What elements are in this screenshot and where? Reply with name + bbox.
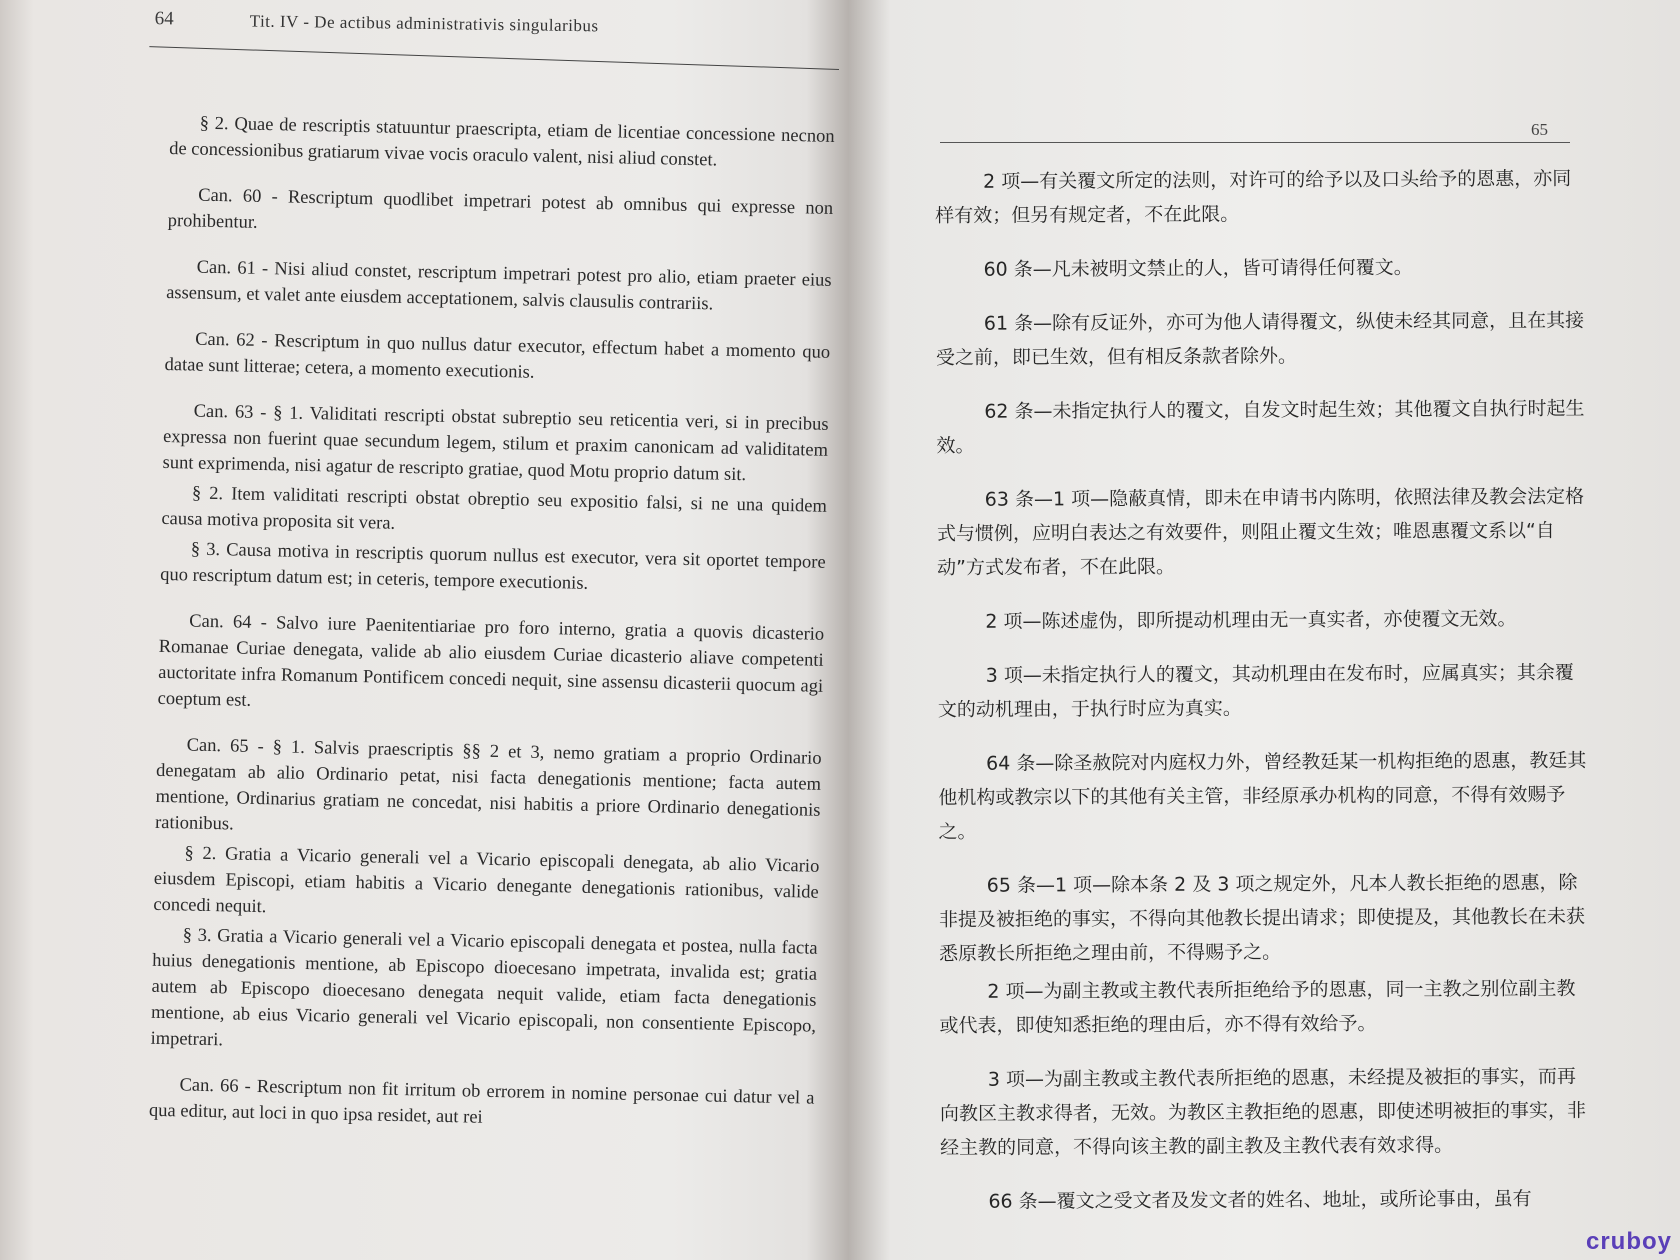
left-header-rule (149, 46, 839, 70)
latin-paragraph: § 2. Quae de rescriptis statuuntur praescripta, etiam de licentiae concessione necnon de concessionibus gratiarum vivae vocis oraculo valent, nisi aliud constet. (168, 113, 835, 171)
latin-paragraph: Can. 64 - Salvo iure Paenitentiariae pro foro interno, gratia a quovis dicasterio Romanae Curiae denegata, valide ab alio eiusdem Curiae dicasterio aliave competenti auctoritate infra Romanum Pontificem concedi nequit, sine assensu dicasterii quocum agi coeptum est. (157, 611, 825, 711)
chinese-paragraph: 61 条—除有反证外，亦可为他人请得覆文，纵使未经其同意，且在其接受之前，即已生效，但有相反条款者除外。 (935, 309, 1585, 369)
latin-paragraph: § 2. Gratia a Vicario generali vel a Vicario episcopali denegata, ab alio Vicario eiusdem Episcopi, etiam habitis a Vicario denegante denegationis rationibus, valide concedi nequit. (153, 843, 820, 918)
latin-paragraph: Can. 63 - § 1. Validitati rescripti obstat subreptio seu reticentia veri, si in precibus expressa non fuerint quae secundum legem, stilum et praxim canonicam ad validitatem sunt exprimenda, nisi agatur de rescripto gratiae, quod Motu proprio datum sit. (162, 401, 829, 486)
chinese-paragraph: 65 条—1 项—除本条 2 及 3 项之规定外，凡本人教长拒绝的恩惠，除非提及被拒绝的事实，不得向其他教长提出请求；即使提及，其他教长在未获悉原教长所拒绝之理由前，不得赐予之。 (938, 871, 1586, 965)
right-header-rule (940, 142, 1570, 143)
latin-paragraph: § 2. Item validitati rescripti obstat obreptio seu expositio falsi, si ne una quidem causa motiva proposita sit vera. (161, 483, 828, 534)
latin-paragraph: Can. 61 - Nisi aliud constet, rescriptum impetrari potest pro alio, etiam praeter eius assensum, et valet ante eiusdem acceptationem, salvis clausulis contrariis. (165, 257, 832, 315)
latin-paragraph: § 3. Gratia a Vicario generali vel a Vicario episcopali denegata et postea, nulla facta huius denegationis mentione, ab Episcopo dioecesano impetrata, invalida est; gratia autem ab Episcopo dioecesano denegata nequit valide, etiam facta denegationis mentione, ab eius Vicario generali vel Vicario episcopali, non consentiente Episcopo, impetrari. (150, 925, 818, 1051)
chinese-paragraph: 60 条—凡未被明文禁止的人，皆可请得任何覆文。 (983, 256, 1413, 281)
right-page-number: 65 (1531, 120, 1548, 139)
latin-paragraph: Can. 60 - Rescriptum quodlibet impetrari potest ab omnibus qui expresse non prohibentur. (167, 185, 834, 233)
chinese-paragraph: 64 条—除圣赦院对内庭权力外，曾经教廷某一机构拒绝的恩惠，教廷其他机构或教宗以下的其他有关主管，非经原承办机构的同意，不得有效赐予之。 (938, 749, 1587, 843)
chinese-paragraph: 62 条—未指定执行人的覆文，自发文时起生效；其他覆文自执行时起生效。 (936, 397, 1585, 457)
right-running-head (940, 120, 1570, 150)
left-page-number: 64 (154, 8, 174, 30)
chinese-paragraph: 2 项—陈述虚伪，即所提动机理由无一真实者，亦使覆文无效。 (985, 607, 1517, 633)
left-running-title: Tit. IV - De actibus administrativis singularibus (249, 11, 599, 36)
chinese-paragraph: 63 条—1 项—隐蔽真情，即未在申请书内陈明，依照法律及教会法定格式与惯例，应明白表达之有效要件，则阻止覆文生效；唯恩惠覆文系以“自动”方式发布者，不在此限。 (936, 485, 1585, 579)
chinese-text-column (935, 162, 1596, 1239)
left-running-head (0, 0, 1680, 36)
chinese-paragraph: 2 项—有关覆文所定的法则，对许可的给予以及口头给予的恩惠，亦同样有效；但另有规定者，不在此限。 (935, 167, 1572, 227)
latin-paragraph: Can. 62 - Rescriptum in quo nullus datur executor, effectum habet a momento quo datae sunt litterae; cetera, a momento executionis. (164, 329, 831, 383)
chinese-paragraph: 2 项—为副主教或主教代表所拒绝给予的恩惠，同一主教之别位副主教或代表，即使知悉拒绝的理由后，亦不得有效给予。 (939, 977, 1576, 1037)
watermark: cruboy (1585, 1228, 1672, 1255)
latin-paragraph: § 3. Causa motiva in rescriptis quorum nullus est executor, vera sit oportet tempore quo rescriptum datum est; in ceteris, tempore executionis. (160, 539, 826, 594)
chinese-paragraph: 3 项—未指定执行人的覆文，其动机理由在发布时，应属真实；其余覆文的动机理由，于执行时应为真实。 (937, 661, 1574, 721)
latin-text-column (148, 110, 835, 1158)
latin-paragraph: Can. 66 - Rescriptum non fit irritum ob errorem in nomine personae cui datur vel a qua editur, aut loci in quo ipsa residet, aut rei (148, 1075, 815, 1128)
chinese-paragraph: 3 项—为副主教或主教代表所拒绝的恩惠，未经提及被拒的事实，而再向教区主教求得者，无效。为教区主教拒绝的恩惠，即使述明被拒的事实，非经主教的同意，不得向该主教的副主教及主教代表有效求得。 (939, 1065, 1587, 1159)
latin-paragraph: Can. 65 - § 1. Salvis praescriptis §§ 2 et 3, nemo gratiam a proprio Ordinario denegatam ab alio Ordinario petat, nisi facta denegationis mentione; facta autem mentione, Ordinarius gratiam ne concedat, nisi habitis a priore Ordinario denegationis rationibus. (154, 735, 822, 835)
chinese-paragraph: 66 条—覆文之受文者及发文者的姓名、地址，或所论事由，虽有 (988, 1187, 1532, 1213)
